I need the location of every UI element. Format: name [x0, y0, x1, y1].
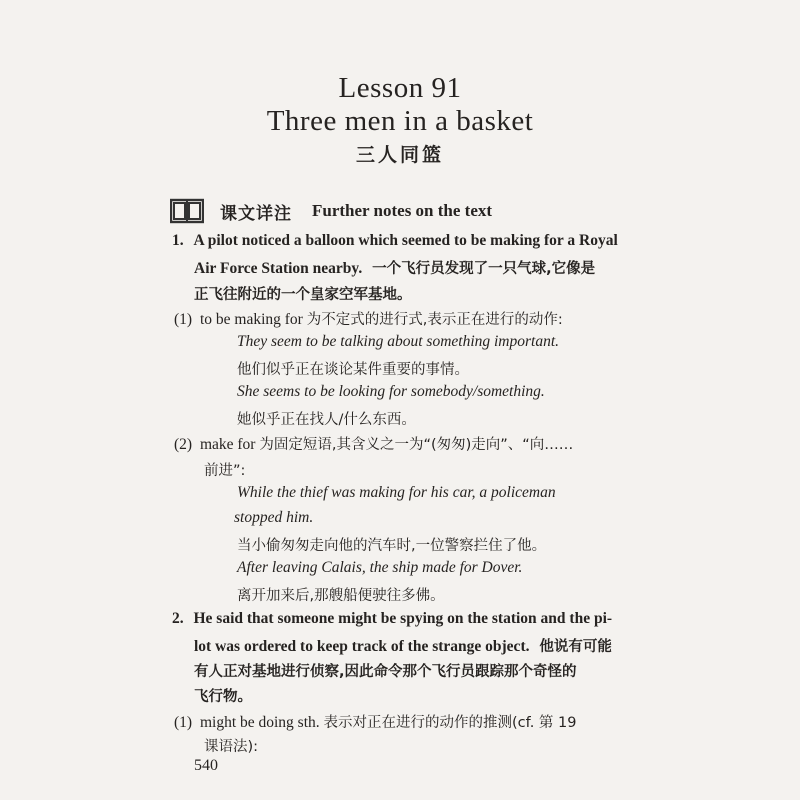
example-translation: 他们似乎正在谈论某件重要的事情。 — [237, 362, 469, 378]
example-translation: 当小偷匆匆走向他的汽车时,一位警察拦住了他。 — [237, 538, 547, 554]
lesson-title-chinese: 三人同篮 — [355, 145, 444, 166]
note-number: 1. — [172, 232, 184, 249]
subnote-1-2: (2) make for 为固定短语,其含义之一为“(匆匆)走向”、“向…… — [174, 436, 574, 453]
page-number: 540 — [194, 757, 218, 774]
note-2-line-3: 有人正对基地进行侦察,因此命令那个飞行员跟踪那个奇怪的 — [194, 664, 577, 680]
example-sentence-cont: stopped him. — [234, 509, 314, 526]
note-2-line-2: lot was ordered to keep track of the strange object. 他说有可能 — [194, 638, 612, 655]
example-sentence: After leaving Calais, the ship made for Dover. — [237, 559, 523, 576]
lesson-number: Lesson 91 — [338, 72, 462, 104]
note-number: 2. — [172, 610, 184, 627]
subnote-2-1-cont: 课语法): — [204, 739, 259, 755]
note-2-line-1: 2. He said that someone might be spying on the station and the pi- — [172, 610, 613, 627]
note-2-line-4: 飞行物。 — [194, 689, 252, 705]
open-book-icon — [170, 198, 204, 224]
note-1-line-1: 1. A pilot noticed a balloon which seemed to be making for a Royal — [172, 232, 618, 249]
subnote-1-2-cont: 前进”: — [204, 463, 246, 479]
section-label-chinese: 课文详注 — [220, 203, 292, 224]
section-heading — [170, 196, 492, 226]
example-translation: 她似乎正在找人/什么东西。 — [237, 412, 416, 428]
example-sentence: They seem to be talking about something important. — [237, 333, 560, 350]
lesson-title: Three men in a basket — [266, 105, 534, 137]
subnote-1-1: (1) to be making for 为不定式的进行式,表示正在进行的动作: — [174, 311, 563, 328]
example-translation: 离开加来后,那艘船便驶往多佛。 — [237, 588, 445, 604]
example-sentence: While the thief was making for his car, a policeman — [237, 484, 556, 501]
note-1-line-2: Air Force Station nearby. 一个飞行员发现了一只气球,它像是 — [194, 260, 596, 277]
subnote-2-1: (1) might be doing sth. 表示对正在进行的动作的推测(cf. 第 19 — [174, 714, 577, 731]
section-label-english: Further notes on the text — [312, 201, 493, 220]
note-1-line-3: 正飞往附近的一个皇家空军基地。 — [194, 287, 412, 303]
example-sentence: She seems to be looking for somebody/something. — [237, 383, 545, 400]
